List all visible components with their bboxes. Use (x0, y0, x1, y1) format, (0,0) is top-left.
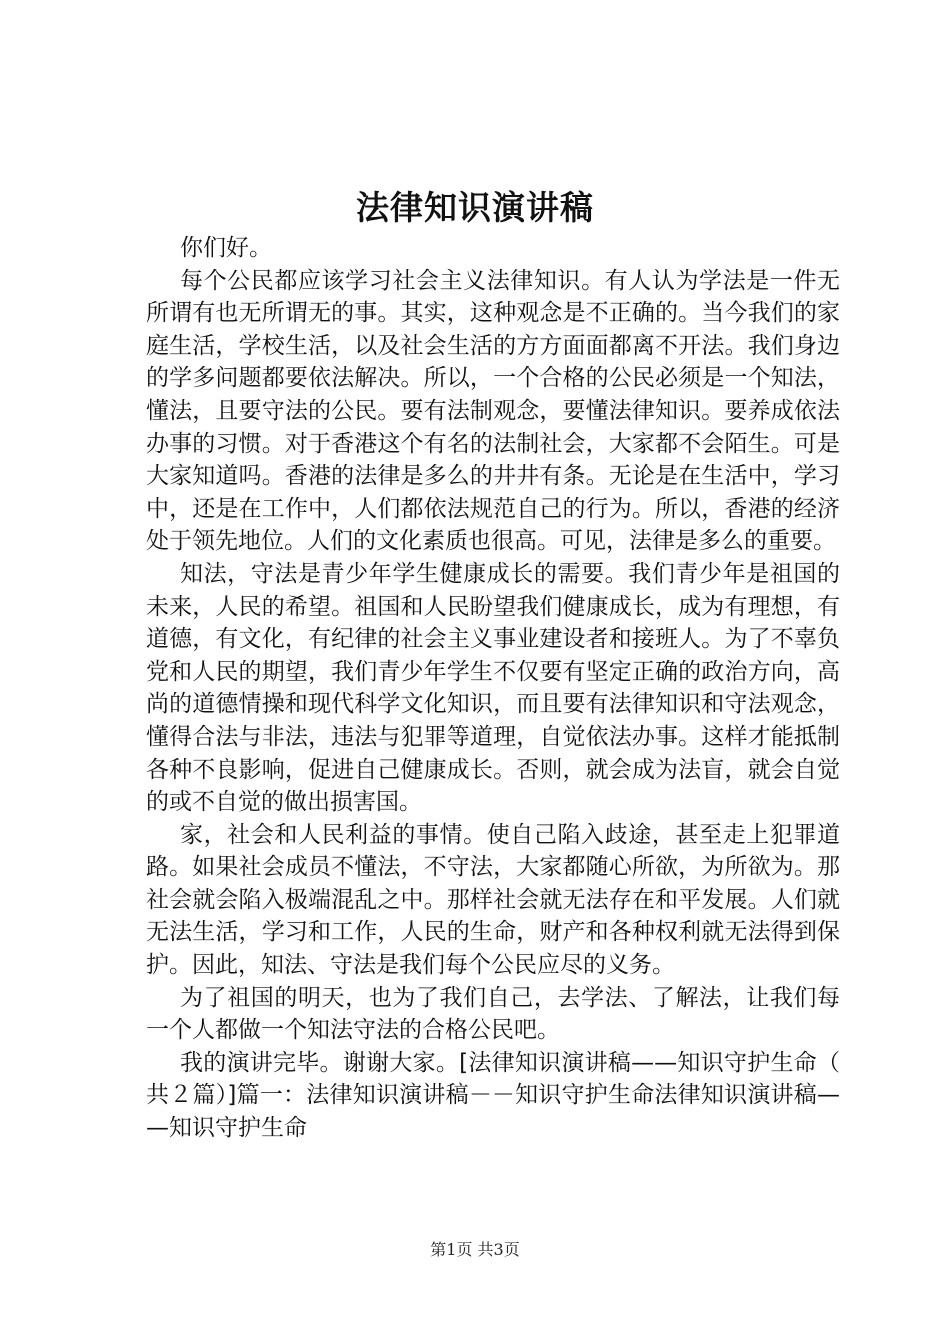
paragraph-5: 我的演讲完毕。谢谢大家。[法律知识演讲稿——知识守护生命（共２篇）]篇一：法律知识演讲稿－－知识守护生命法律知识演讲稿——知识守护生命 (146, 1049, 840, 1142)
paragraph-greeting: 你们好。 (180, 235, 272, 261)
paragraph-4: 为了祖国的明天，也为了我们自己，去学法、了解法，让我们每一个人都做一个知法守法的合格公民吧。 (146, 984, 840, 1044)
paragraph-1: 每个公民都应该学习社会主义法律知识。有人认为学法是一件无所谓有也无所谓无的事。其实，这种观念是不正确的。当今我们的家庭生活，学校生活，以及社会生活的方方面面都离不开法。我们身边的学多问题都要依法解决。所以，一个合格的公民必须是一个知法，懂法，且要守法的公民。要有法制观念，要懂法律知识。要养成依法办事的习惯。对于香港这个有名的法制社会，大家都不会陌生。可是大家知道吗。香港的法律是多么的井井有条。无论是在生活中，学习中，还是在工作中，人们都依法规范自己的行为。所以，香港的经济处于领先地位。人们的文化素质也很高。可见，法律是多么的重要。 (146, 267, 840, 555)
document-title: 法律知识演讲稿 (356, 188, 594, 227)
paragraph-3: 家，社会和人民利益的事情。使自己陷入歧途，甚至走上犯罪道路。如果社会成员不懂法，不守法，大家都随心所欲，为所欲为。那社会就会陷入极端混乱之中。那样社会就无法存在和平发展。人们就无法生活，学习和工作，人民的生命，财产和各种权利就无法得到保护。因此，知法、守法是我们每个公民应尽的义务。 (146, 821, 840, 979)
paragraph-2: 知法，守法是青少年学生健康成长的需要。我们青少年是祖国的未来，人民的希望。祖国和人民盼望我们健康成长，成为有理想，有道德，有文化，有纪律的社会主义事业建设者和接班人。为了不辜负党和人民的期望，我们青少年学生不仅要有坚定正确的政治方向，高尚的道德情操和现代科学文化知识，而且要有法律知识和守法观念，懂得合法与非法，违法与犯罪等道理，自觉依法办事。这样才能抵制各种不良影响，促进自己健康成长。否则，就会成为法盲，就会自觉的或不自觉的做出损害国。 (146, 560, 840, 816)
document-body (146, 232, 840, 1145)
page-number-footer: 第1页 共3页 (430, 1240, 520, 1259)
